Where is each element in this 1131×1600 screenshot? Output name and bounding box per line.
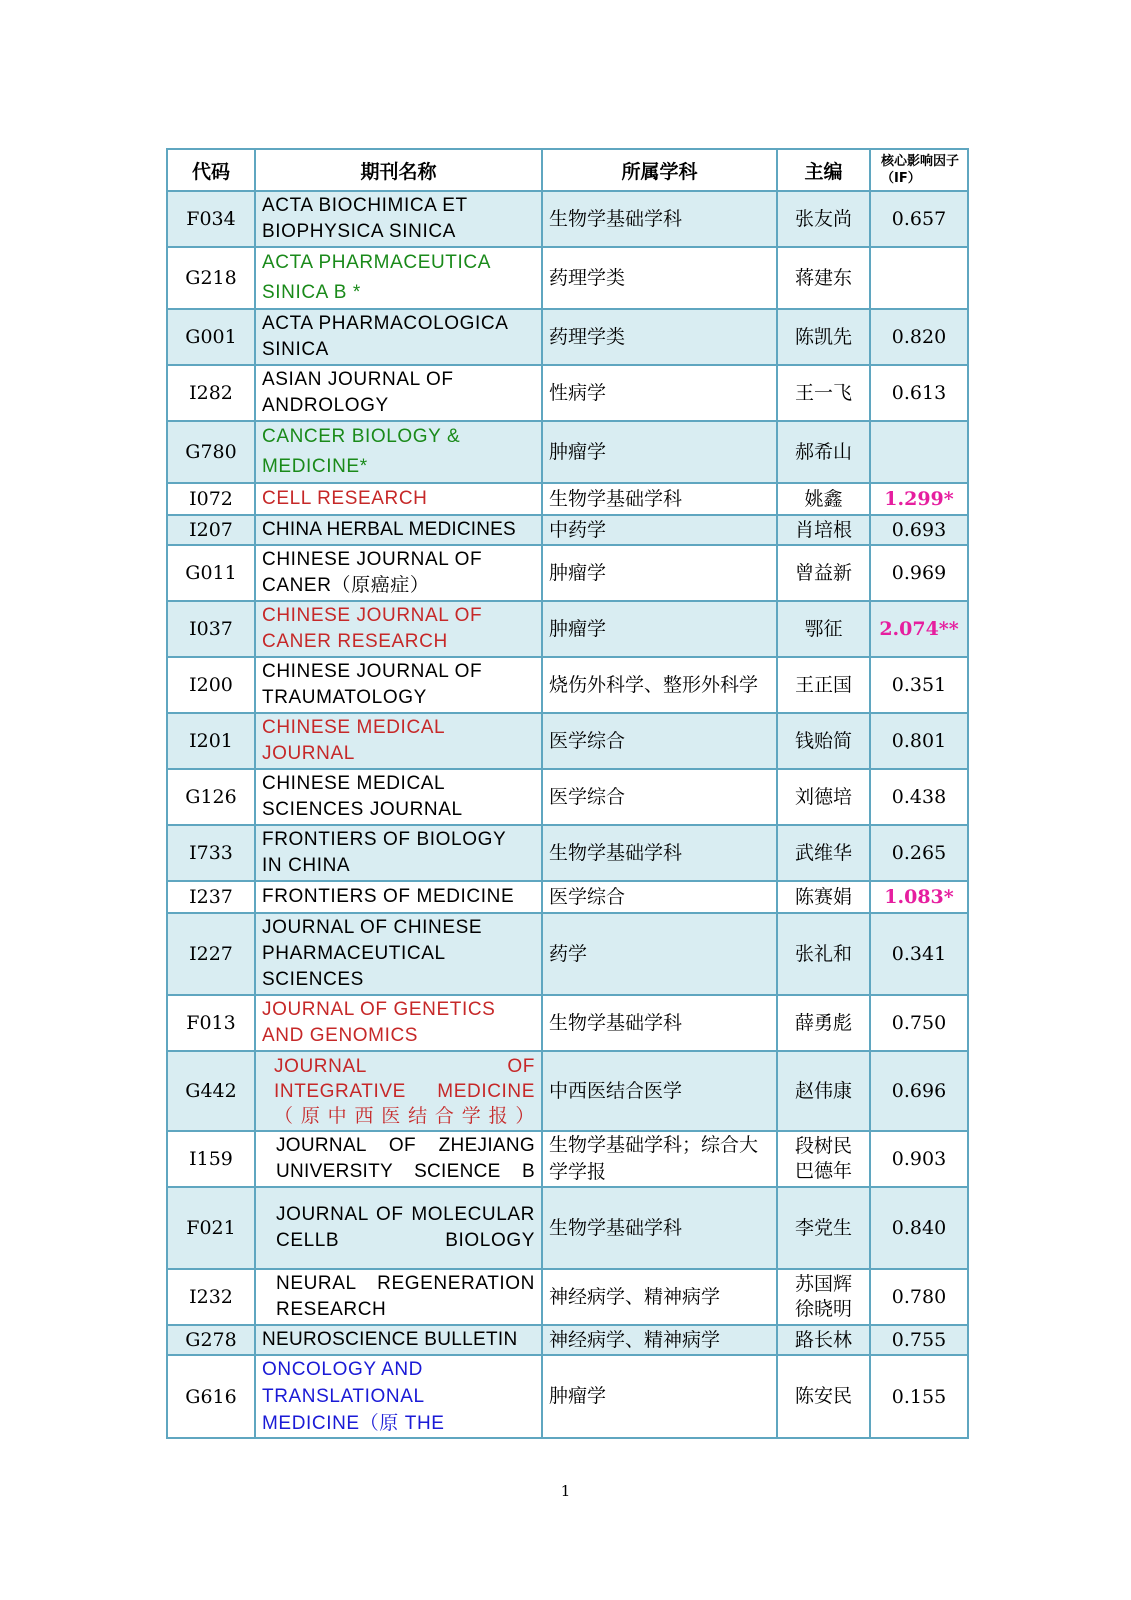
journal-editor: 鄂征 — [777, 601, 870, 657]
journal-impact-factor: 1.299* — [870, 483, 968, 515]
journal-subject: 肿瘤学 — [542, 545, 777, 601]
journal-code: I282 — [167, 365, 255, 421]
header-impact-factor: 核心影响因子（IF） — [870, 149, 968, 191]
header-editor: 主编 — [777, 149, 870, 191]
journal-subject: 医学综合 — [542, 769, 777, 825]
journal-editor: 段树民 巴德年 — [777, 1131, 870, 1187]
journal-impact-factor: 0.155 — [870, 1355, 968, 1438]
table-row — [167, 421, 968, 483]
journal-editor: 王一飞 — [777, 365, 870, 421]
journal-subject: 肿瘤学 — [542, 421, 777, 483]
journal-editor: 武维华 — [777, 825, 870, 881]
journal-name: JOURNAL OF CHINESE PHARMACEUTICAL SCIENCES — [255, 913, 542, 995]
page-number: 1 — [560, 1482, 571, 1500]
journal-editor: 刘德培 — [777, 769, 870, 825]
journal-impact-factor: 0.693 — [870, 515, 968, 545]
table-row — [167, 1355, 968, 1438]
journal-editor: 王正国 — [777, 657, 870, 713]
journal-subject: 中药学 — [542, 515, 777, 545]
journal-impact-factor: 0.903 — [870, 1131, 968, 1187]
journal-subject: 生物学基础学科 — [542, 483, 777, 515]
table-row — [167, 657, 968, 713]
journal-name: CELL RESEARCH — [255, 483, 542, 515]
journal-name: CANCER BIOLOGY & MEDICINE* — [255, 421, 542, 483]
journal-subject: 中西医结合医学 — [542, 1051, 777, 1131]
journal-code: F021 — [167, 1187, 255, 1269]
journal-subject: 性病学 — [542, 365, 777, 421]
journal-impact-factor: 0.780 — [870, 1269, 968, 1325]
journal-code: I232 — [167, 1269, 255, 1325]
table-row — [167, 247, 968, 309]
journal-impact-factor: 0.351 — [870, 657, 968, 713]
journal-name: NEUROSCIENCE BULLETIN — [255, 1325, 542, 1355]
journal-name: ACTA PHARMACOLOGICA SINICA — [255, 309, 542, 365]
journal-name: ACTA BIOCHIMICA ET BIOPHYSICA SINICA — [255, 191, 542, 247]
journal-impact-factor: 0.840 — [870, 1187, 968, 1269]
journal-code: I201 — [167, 713, 255, 769]
journal-impact-factor: 0.341 — [870, 913, 968, 995]
journal-impact-factor: 0.696 — [870, 1051, 968, 1131]
journal-editor: 苏国辉 徐晓明 — [777, 1269, 870, 1325]
table-row — [167, 601, 968, 657]
journal-code: I159 — [167, 1131, 255, 1187]
journal-editor: 李党生 — [777, 1187, 870, 1269]
journal-name: CHINESE JOURNAL OF CANER RESEARCH — [255, 601, 542, 657]
journal-name: JOURNAL OF GENETICS AND GENOMICS — [255, 995, 542, 1051]
table-row — [167, 545, 968, 601]
journal-editor: 路长林 — [777, 1325, 870, 1355]
header-code: 代码 — [167, 149, 255, 191]
journal-impact-factor: 0.755 — [870, 1325, 968, 1355]
journal-name: CHINESE MEDICAL SCIENCES JOURNAL — [255, 769, 542, 825]
journal-code: G011 — [167, 545, 255, 601]
journal-impact-factor: 0.969 — [870, 545, 968, 601]
table-row — [167, 365, 968, 421]
header-subject: 所属学科 — [542, 149, 777, 191]
table-row — [167, 1131, 968, 1187]
journal-name: ONCOLOGY AND TRANSLATIONAL MEDICINE（原 THE — [255, 1355, 542, 1438]
journal-name: CHINESE JOURNAL OF TRAUMATOLOGY — [255, 657, 542, 713]
journal-code: I037 — [167, 601, 255, 657]
journal-subject: 医学综合 — [542, 713, 777, 769]
table-row — [167, 995, 968, 1051]
journal-name: CHINESE JOURNAL OF CANER（原癌症） — [255, 545, 542, 601]
journal-subject: 肿瘤学 — [542, 1355, 777, 1438]
journal-name: ASIAN JOURNAL OF ANDROLOGY — [255, 365, 542, 421]
table-row — [167, 913, 968, 995]
journal-editor: 钱贻简 — [777, 713, 870, 769]
journal-editor: 蒋建东 — [777, 247, 870, 309]
journal-editor: 张礼和 — [777, 913, 870, 995]
table-row — [167, 515, 968, 545]
journal-subject: 生物学基础学科 — [542, 1187, 777, 1269]
table-row — [167, 769, 968, 825]
journal-code: G278 — [167, 1325, 255, 1355]
journal-code: I072 — [167, 483, 255, 515]
journal-subject: 烧伤外科学、整形外科学 — [542, 657, 777, 713]
journal-subject: 神经病学、精神病学 — [542, 1269, 777, 1325]
journal-impact-factor: 0.801 — [870, 713, 968, 769]
journal-editor: 肖培根 — [777, 515, 870, 545]
journal-code: F034 — [167, 191, 255, 247]
journal-subject: 生物学基础学科；综合大学学报 — [542, 1131, 777, 1187]
journal-code: I207 — [167, 515, 255, 545]
journal-code: G218 — [167, 247, 255, 309]
journal-impact-factor: 0.613 — [870, 365, 968, 421]
journal-editor: 郝希山 — [777, 421, 870, 483]
journal-impact-factor: 1.083* — [870, 881, 968, 913]
table-row — [167, 881, 968, 913]
journal-code: G616 — [167, 1355, 255, 1438]
table-row — [167, 1187, 968, 1269]
journal-code: G442 — [167, 1051, 255, 1131]
journal-impact-factor — [870, 421, 968, 483]
journal-code: G126 — [167, 769, 255, 825]
journal-subject: 药理学类 — [542, 247, 777, 309]
journal-code: G001 — [167, 309, 255, 365]
table-row — [167, 191, 968, 247]
journal-impact-factor: 0.265 — [870, 825, 968, 881]
journal-code: I200 — [167, 657, 255, 713]
journal-name: CHINESE MEDICAL JOURNAL — [255, 713, 542, 769]
journal-code: G780 — [167, 421, 255, 483]
journal-subject: 药理学类 — [542, 309, 777, 365]
journal-table — [166, 148, 969, 1439]
journal-code: F013 — [167, 995, 255, 1051]
journal-subject: 药学 — [542, 913, 777, 995]
journal-impact-factor: 2.074** — [870, 601, 968, 657]
table-row — [167, 825, 968, 881]
journal-name: JOURNAL OF ZHEJIANG UNIVERSITY SCIENCE B — [255, 1131, 542, 1187]
journal-editor: 赵伟康 — [777, 1051, 870, 1131]
table-row — [167, 713, 968, 769]
table-row — [167, 309, 968, 365]
journal-name: JOURNAL OF MOLECULAR CELLB BIOLOGY — [255, 1187, 542, 1269]
journal-subject: 神经病学、精神病学 — [542, 1325, 777, 1355]
journal-editor: 姚鑫 — [777, 483, 870, 515]
journal-editor: 陈安民 — [777, 1355, 870, 1438]
journal-editor: 曾益新 — [777, 545, 870, 601]
journal-impact-factor: 0.657 — [870, 191, 968, 247]
journal-impact-factor: 0.820 — [870, 309, 968, 365]
table-row — [167, 1269, 968, 1325]
journal-name: CHINA HERBAL MEDICINES — [255, 515, 542, 545]
header-journal-name: 期刊名称 — [255, 149, 542, 191]
journal-impact-factor — [870, 247, 968, 309]
journal-name: NEURAL REGENERATION RESEARCH — [255, 1269, 542, 1325]
journal-subject: 肿瘤学 — [542, 601, 777, 657]
table-row — [167, 1051, 968, 1131]
table-header-row — [167, 149, 968, 191]
journal-subject: 生物学基础学科 — [542, 995, 777, 1051]
table-row — [167, 483, 968, 515]
journal-editor: 张友尚 — [777, 191, 870, 247]
journal-name: FRONTIERS OF MEDICINE — [255, 881, 542, 913]
journal-editor: 陈凯先 — [777, 309, 870, 365]
table-row — [167, 1325, 968, 1355]
journal-impact-factor: 0.438 — [870, 769, 968, 825]
journal-subject: 生物学基础学科 — [542, 191, 777, 247]
journal-code: I237 — [167, 881, 255, 913]
journal-code: I733 — [167, 825, 255, 881]
journal-editor: 陈赛娟 — [777, 881, 870, 913]
journal-name: FRONTIERS OF BIOLOGY IN CHINA — [255, 825, 542, 881]
journal-name: JOURNAL OF INTEGRATIVE MEDICINE（原中西医结合学报） — [255, 1051, 542, 1131]
journal-editor: 薛勇彪 — [777, 995, 870, 1051]
journal-subject: 生物学基础学科 — [542, 825, 777, 881]
journal-code: I227 — [167, 913, 255, 995]
journal-impact-factor: 0.750 — [870, 995, 968, 1051]
journal-subject: 医学综合 — [542, 881, 777, 913]
journal-name: ACTA PHARMACEUTICA SINICA B * — [255, 247, 542, 309]
